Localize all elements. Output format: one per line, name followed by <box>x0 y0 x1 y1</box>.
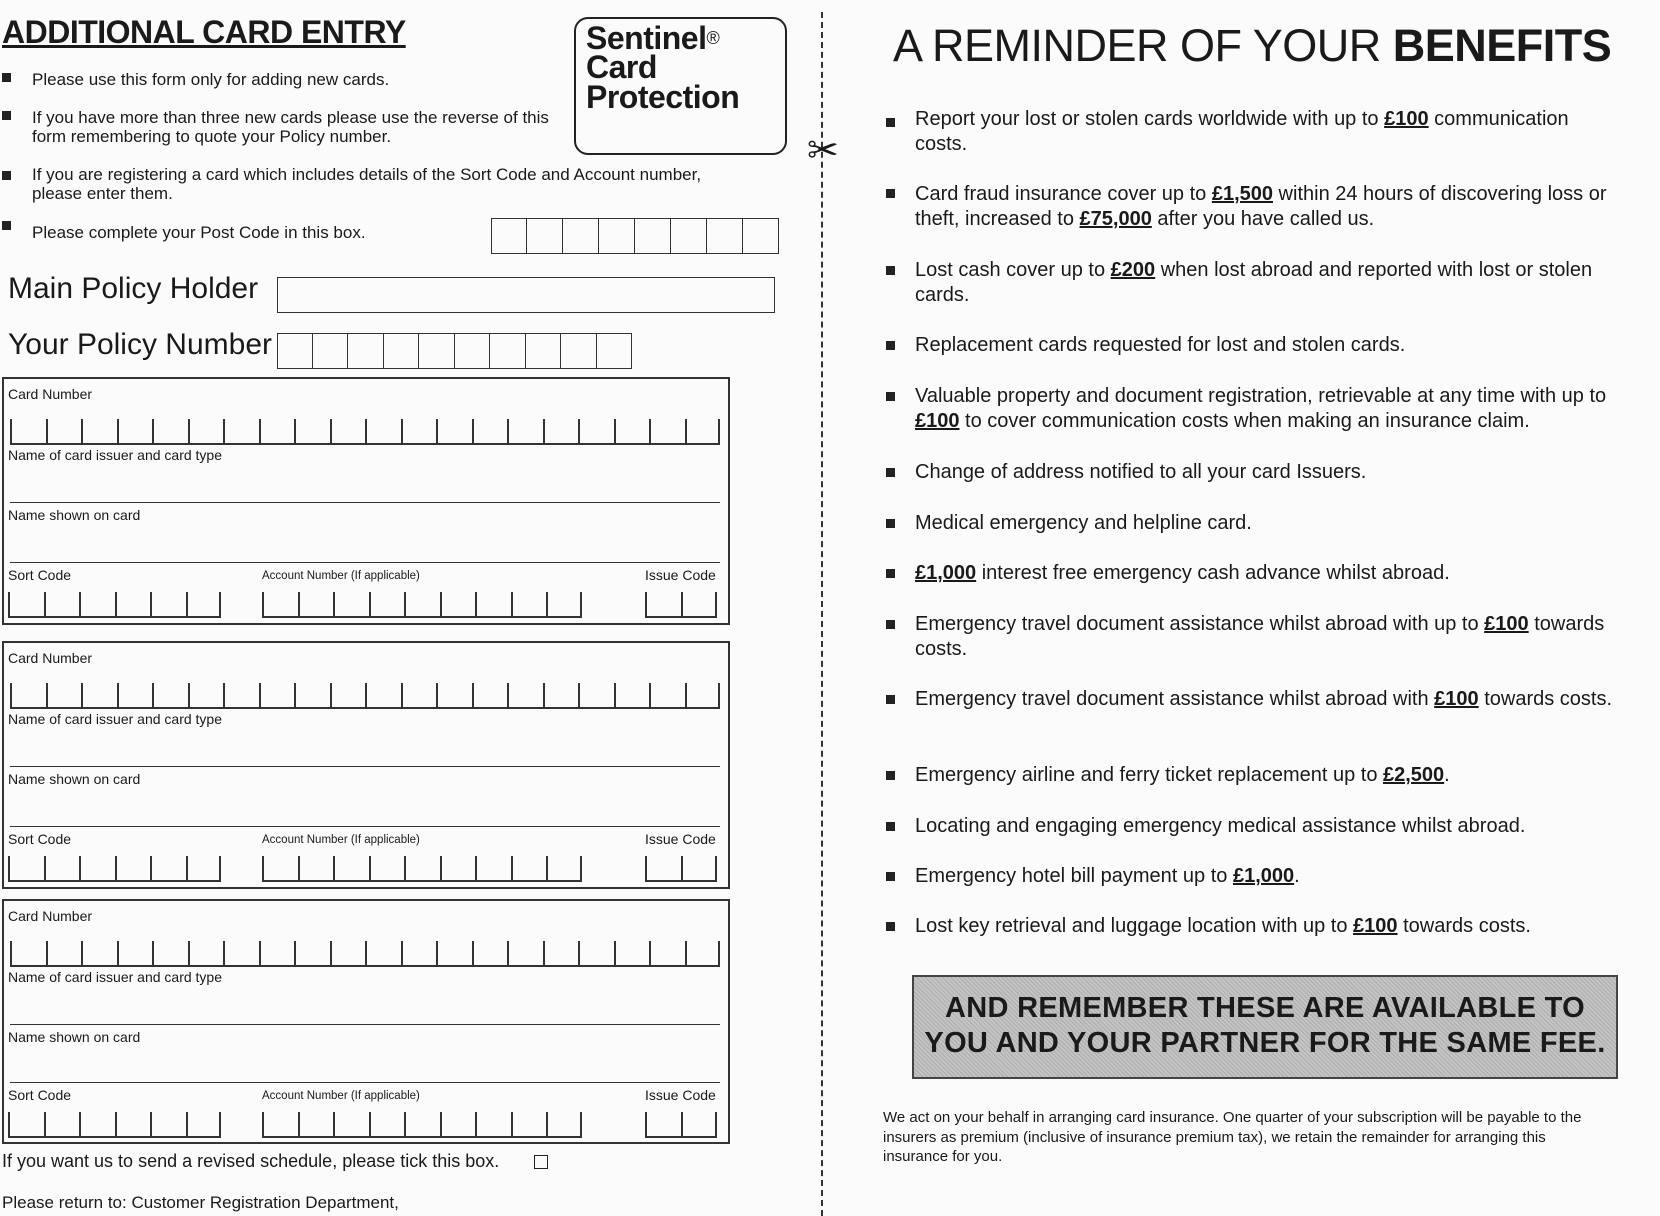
sort-code-label: Sort Code <box>8 567 72 583</box>
name-on-card-input[interactable] <box>10 562 720 563</box>
benefit-item-9: Emergency travel document assistance whilst abroad with up to £100 towards costs. <box>915 613 1605 660</box>
square-bullet-icon <box>2 221 11 230</box>
benefit-item-1: Report your lost or stolen cards worldwide with up to £100 communication costs. <box>915 108 1569 155</box>
card-number-label: Card Number <box>8 908 93 924</box>
form-note-2: If you have more than three new cards please use the reverse of this form remembering to quote your Policy number. <box>32 108 549 146</box>
square-bullet-icon <box>2 111 11 120</box>
form-note-3: If you are registering a card which includes details of the Sort Code and Account number, please enter them. <box>32 165 702 203</box>
name-on-card-input[interactable] <box>10 826 720 827</box>
benefits-title: A REMINDER OF YOUR BENEFITS <box>893 20 1612 71</box>
benefit-item-12: Locating and engaging emergency medical assistance whilst abroad. <box>915 815 1526 837</box>
square-bullet-icon <box>886 872 895 881</box>
remember-line-1: AND REMEMBER THESE ARE AVAILABLE TO <box>945 992 1585 1024</box>
square-bullet-icon <box>886 266 895 275</box>
square-bullet-icon <box>886 468 895 477</box>
square-bullet-icon <box>2 171 11 180</box>
sort-code-input[interactable] <box>8 592 221 618</box>
card-issuer-label: Name of card issuer and card type <box>8 969 222 985</box>
square-bullet-icon <box>886 118 895 127</box>
square-bullet-icon <box>2 73 11 82</box>
main-policy-holder-input[interactable] <box>277 277 775 313</box>
benefit-item-13: Emergency hotel bill payment up to £1,000. <box>915 865 1300 887</box>
square-bullet-icon <box>886 771 895 780</box>
issue-code-input[interactable] <box>645 1112 717 1138</box>
registered-mark: ® <box>706 28 720 48</box>
sentinel-logo <box>574 17 787 155</box>
benefit-item-14: Lost key retrieval and luggage location with up to £100 towards costs. <box>915 915 1531 937</box>
cut-line <box>821 12 823 1216</box>
benefit-item-5: Valuable property and document registration, retrievable at any time with up to £100 to cover communication costs when making an insurance claim. <box>915 385 1607 432</box>
logo-line-2: Card <box>586 49 657 85</box>
card-number-input[interactable] <box>10 683 720 709</box>
sort-code-label: Sort Code <box>8 831 72 847</box>
issue-code-label: Issue Code <box>645 1087 716 1103</box>
square-bullet-icon <box>886 822 895 831</box>
issue-code-label: Issue Code <box>645 831 716 847</box>
card-number-label: Card Number <box>8 650 93 666</box>
benefit-item-8: £1,000 interest free emergency cash advance whilst abroad. <box>915 562 1450 584</box>
account-number-label: Account Number (If applicable) <box>262 834 420 846</box>
remember-banner <box>912 975 1618 1079</box>
remember-line-2: YOU AND YOUR PARTNER FOR THE SAME FEE. <box>924 1027 1606 1059</box>
account-number-label: Account Number (If applicable) <box>262 1090 420 1102</box>
sort-code-input[interactable] <box>8 1112 221 1138</box>
issue-code-input[interactable] <box>645 856 717 882</box>
issue-code-input[interactable] <box>645 592 717 618</box>
logo-line-1: Sentinel <box>586 20 707 56</box>
benefit-item-10: Emergency travel document assistance whilst abroad with £100 towards costs. <box>915 688 1613 710</box>
account-number-label: Account Number (If applicable) <box>262 570 420 582</box>
main-policy-holder-label: Main Policy Holder <box>8 272 259 305</box>
square-bullet-icon <box>886 569 895 578</box>
card-issuer-input[interactable] <box>10 766 720 767</box>
benefit-item-2: Card fraud insurance cover up to £1,500 within 24 hours of discovering loss or theft, increased to £75,000 after you have called us. <box>915 183 1607 230</box>
sort-code-label: Sort Code <box>8 1087 72 1103</box>
issue-code-label: Issue Code <box>645 567 716 583</box>
name-on-card-label: Name shown on card <box>8 1029 141 1045</box>
policy-number-label: Your Policy Number <box>8 328 273 361</box>
card-issuer-label: Name of card issuer and card type <box>8 447 222 463</box>
name-on-card-label: Name shown on card <box>8 507 141 523</box>
revised-schedule-checkbox[interactable] <box>534 1155 548 1169</box>
card-number-input[interactable] <box>10 419 720 445</box>
name-on-card-input[interactable] <box>10 1082 720 1083</box>
card-issuer-input[interactable] <box>10 502 720 503</box>
form-note-4: Please complete your Post Code in this box. <box>32 223 366 242</box>
card-number-input[interactable] <box>10 941 720 967</box>
square-bullet-icon <box>886 620 895 629</box>
card-entry-block-1 <box>2 377 730 625</box>
logo-line-3: Protection <box>586 79 740 115</box>
policy-number-input[interactable] <box>277 333 632 369</box>
form-note-1: Please use this form only for adding new cards. <box>32 70 390 89</box>
card-entry-block-3 <box>2 899 730 1144</box>
benefit-item-4: Replacement cards requested for lost and stolen cards. <box>915 334 1406 356</box>
return-address-text: Please return to: Customer Registration Department, <box>2 1193 399 1212</box>
square-bullet-icon <box>886 695 895 704</box>
revised-schedule-text: If you want us to send a revised schedule, please tick this box. <box>2 1151 500 1171</box>
scissors-icon: ✂ <box>807 130 839 172</box>
benefit-item-6: Change of address notified to all your card Issuers. <box>915 461 1367 483</box>
square-bullet-icon <box>886 392 895 401</box>
sort-code-input[interactable] <box>8 856 221 882</box>
card-issuer-label: Name of card issuer and card type <box>8 711 222 727</box>
benefit-item-11: Emergency airline and ferry ticket replacement up to £2,500. <box>915 764 1450 786</box>
card-issuer-input[interactable] <box>10 1024 720 1025</box>
square-bullet-icon <box>886 922 895 931</box>
name-on-card-label: Name shown on card <box>8 771 141 787</box>
square-bullet-icon <box>886 519 895 528</box>
benefit-item-7: Medical emergency and helpline card. <box>915 512 1252 534</box>
postcode-input[interactable] <box>491 218 779 254</box>
card-entry-block-2 <box>2 641 730 889</box>
benefit-item-3: Lost cash cover up to £200 when lost abroad and reported with lost or stolen cards. <box>915 259 1593 306</box>
account-number-input[interactable] <box>262 856 582 882</box>
account-number-input[interactable] <box>262 592 582 618</box>
card-number-label: Card Number <box>8 386 93 402</box>
square-bullet-icon <box>886 341 895 350</box>
square-bullet-icon <box>886 189 895 198</box>
form-title: ADDITIONAL CARD ENTRY <box>2 14 406 50</box>
account-number-input[interactable] <box>262 1112 582 1138</box>
insurance-disclaimer: We act on your behalf in arranging card insurance. One quarter of your subscription will be payable to the insurers as premium (inclusive of insurance premium tax), we retain the remainder for arranging this insurance for you. <box>883 1109 1582 1165</box>
